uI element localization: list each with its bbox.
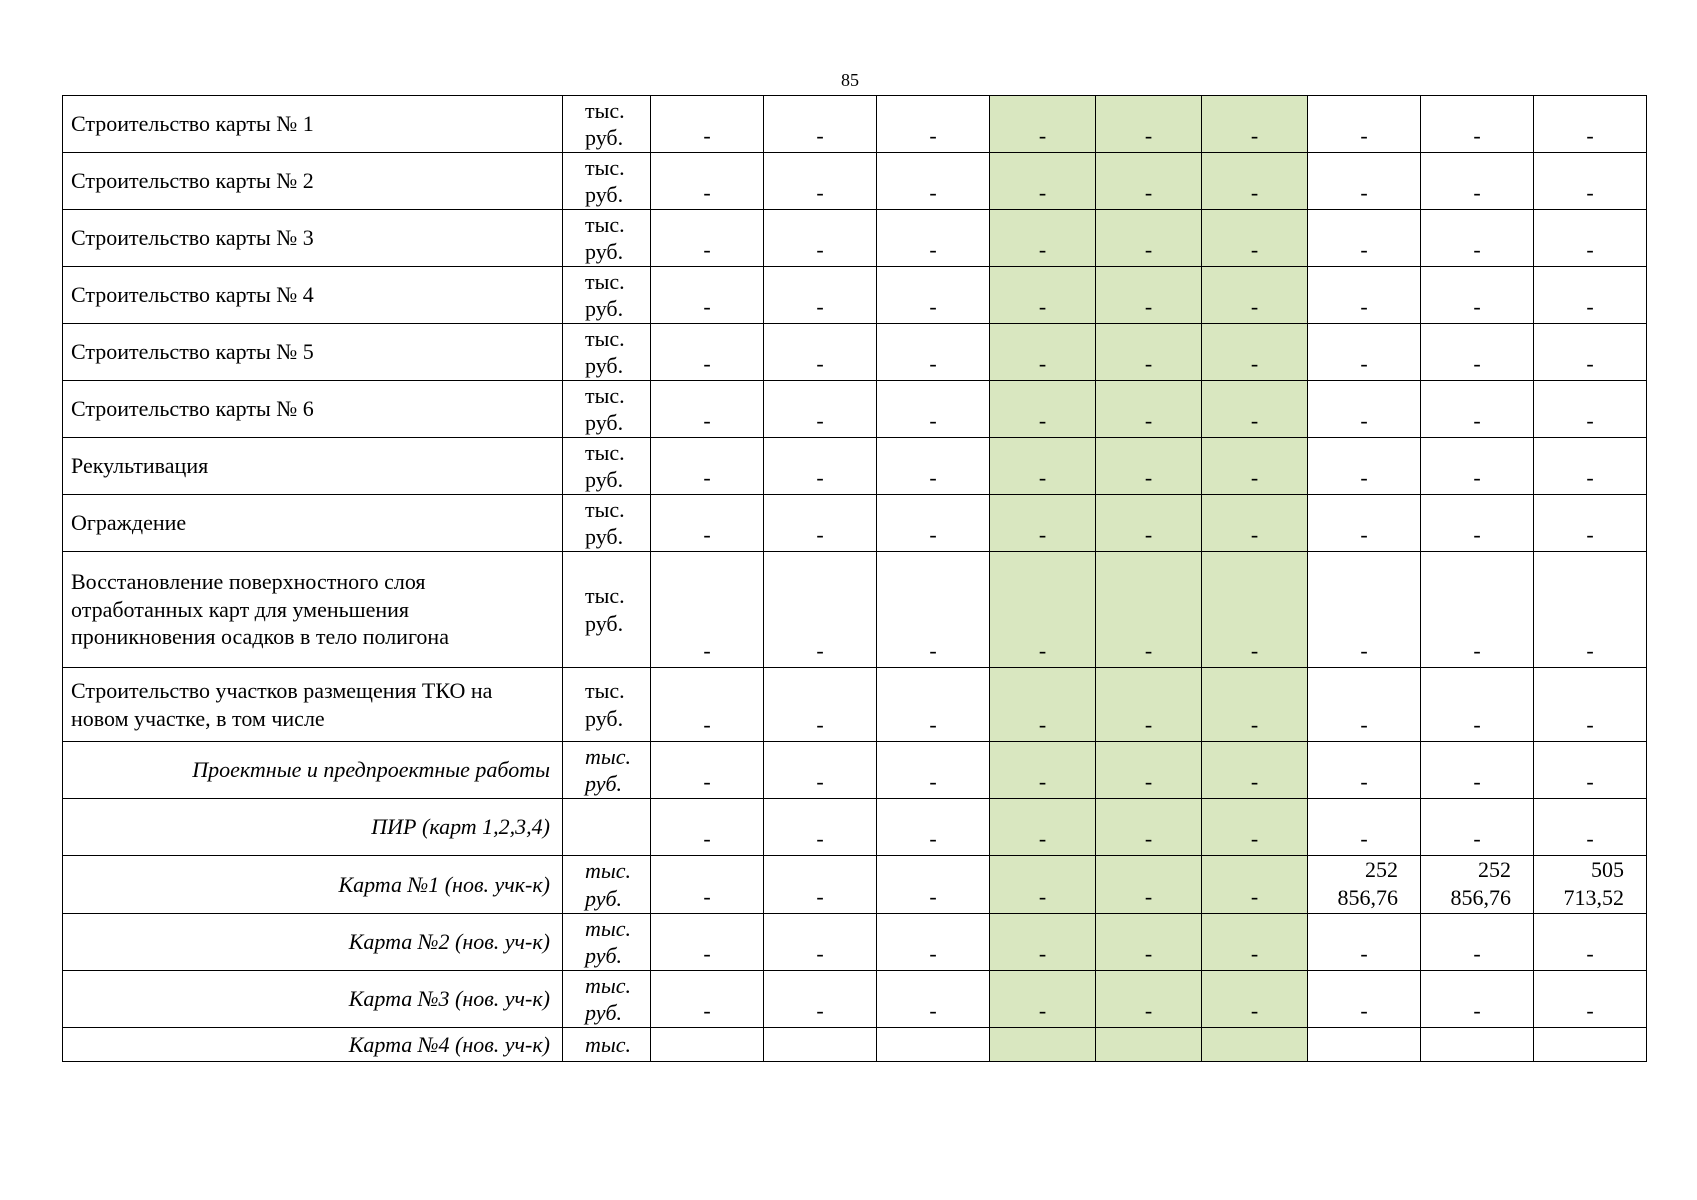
value-cell: -: [1308, 971, 1421, 1028]
value-cell: -: [877, 210, 990, 267]
value-cell: -: [1096, 96, 1202, 153]
value-cell: -: [990, 799, 1096, 856]
value-cell: -: [1421, 971, 1534, 1028]
unit-part: руб.: [585, 410, 624, 435]
row-unit: [563, 742, 651, 799]
value-cell: -: [877, 971, 990, 1028]
value-cell: -: [1202, 971, 1308, 1028]
value-cell: -: [1202, 381, 1308, 438]
row-unit: [563, 668, 651, 742]
value-cell: -: [1421, 552, 1534, 668]
table-row: [63, 668, 1647, 742]
value-cell: 252 856,76: [1308, 856, 1421, 914]
row-unit: [563, 96, 651, 153]
value-cell: [1534, 1028, 1647, 1062]
value-cell: -: [1421, 210, 1534, 267]
value-cell: -: [1202, 799, 1308, 856]
unit-part: тыс.: [585, 743, 632, 769]
value-cell: -: [1534, 799, 1647, 856]
value-cell: -: [764, 856, 877, 914]
value-cell: -: [877, 742, 990, 799]
row-unit: [563, 856, 651, 914]
value-cell: -: [1308, 438, 1421, 495]
value-cell: -: [651, 552, 764, 668]
unit-part: тыс.: [585, 382, 625, 408]
table-row: [63, 267, 1647, 324]
value-cell: -: [990, 324, 1096, 381]
unit-part: руб.: [585, 610, 624, 636]
value-cell: -: [877, 856, 990, 914]
value-cell: -: [1421, 495, 1534, 552]
value-cell: -: [764, 153, 877, 210]
unit-part: руб.: [585, 467, 624, 492]
budget-table: [62, 95, 1647, 1062]
row-unit: [563, 267, 651, 324]
unit-part: руб.: [585, 239, 624, 264]
value-cell: -: [764, 210, 877, 267]
unit-part: руб.: [585, 771, 623, 796]
value-cell: -: [1202, 210, 1308, 267]
value-cell: -: [1202, 856, 1308, 914]
row-name: Рекультивация: [63, 438, 563, 495]
value-cell: -: [1096, 381, 1202, 438]
unit-part: тыс.: [585, 154, 625, 180]
value-cell: -: [764, 668, 877, 742]
value-cell: -: [1534, 438, 1647, 495]
value-cell: -: [877, 267, 990, 324]
row-unit: [563, 495, 651, 552]
value-cell: -: [764, 381, 877, 438]
unit-part: тыс.: [585, 325, 625, 351]
value-cell: -: [1534, 914, 1647, 971]
value-cell: -: [1534, 742, 1647, 799]
value-cell: -: [1308, 552, 1421, 668]
value-cell: -: [1096, 438, 1202, 495]
value-cell: -: [651, 971, 764, 1028]
row-unit: [563, 153, 651, 210]
value-cell: [1096, 1028, 1202, 1062]
row-unit: [563, 210, 651, 267]
value-cell: -: [1202, 267, 1308, 324]
row-name: Строительство участков размещения ТКО на новом участке, в том числе: [63, 668, 563, 742]
row-unit: [563, 971, 651, 1028]
row-name: Проектные и предпроектные работы: [63, 742, 563, 799]
value-cell: -: [1421, 381, 1534, 438]
unit-part: руб.: [585, 705, 624, 731]
row-name: Строительство карты № 4: [63, 267, 563, 324]
value-cell: -: [1096, 668, 1202, 742]
row-name: Строительство карты № 2: [63, 153, 563, 210]
value-cell: -: [990, 438, 1096, 495]
value-cell: -: [651, 742, 764, 799]
value-cell: -: [990, 914, 1096, 971]
table-row: [63, 742, 1647, 799]
unit-part: руб.: [585, 885, 623, 911]
value-cell: -: [1308, 914, 1421, 971]
value-cell: -: [1202, 668, 1308, 742]
unit-part: тыс.: [585, 97, 625, 123]
value-cell: -: [651, 153, 764, 210]
value-cell: -: [990, 971, 1096, 1028]
value-cell: -: [877, 381, 990, 438]
unit-part: тыс.: [585, 1031, 632, 1057]
value-cell: -: [877, 668, 990, 742]
value-cell: -: [651, 914, 764, 971]
value-cell: -: [1534, 495, 1647, 552]
row-name: Восстановление поверхностного слоя отработанных карт для уменьшения проникновения осадков в тело полигона: [63, 552, 563, 668]
value-cell: -: [1096, 799, 1202, 856]
value-cell: -: [764, 267, 877, 324]
value-cell: [764, 1028, 877, 1062]
value-cell: -: [651, 381, 764, 438]
value-cell: -: [990, 552, 1096, 668]
value-cell: [1202, 1028, 1308, 1062]
value-cell: -: [1421, 914, 1534, 971]
value-cell: -: [877, 438, 990, 495]
value-cell: -: [651, 799, 764, 856]
value-cell: -: [1096, 267, 1202, 324]
value-cell: -: [1202, 914, 1308, 971]
value-cell: -: [1534, 668, 1647, 742]
table-row: [63, 856, 1647, 914]
value-cell: -: [1202, 153, 1308, 210]
value-cell: -: [877, 324, 990, 381]
value-cell: -: [990, 668, 1096, 742]
value-cell: -: [764, 438, 877, 495]
table-row: [63, 324, 1647, 381]
table-body: [63, 96, 1647, 1062]
row-name: Карта №4 (нов. уч-к): [63, 1028, 563, 1062]
value-cell: -: [1534, 153, 1647, 210]
table-row: [63, 438, 1647, 495]
value-cell: -: [877, 96, 990, 153]
value-cell: -: [990, 742, 1096, 799]
unit-part: тыс.: [585, 496, 625, 522]
row-unit: [563, 438, 651, 495]
value-cell: -: [1202, 438, 1308, 495]
value-cell: -: [651, 856, 764, 914]
value-cell: -: [990, 96, 1096, 153]
value-cell: -: [1096, 324, 1202, 381]
value-cell: -: [1308, 267, 1421, 324]
table-row: [63, 96, 1647, 153]
value-cell: -: [1534, 971, 1647, 1028]
value-cell: -: [990, 267, 1096, 324]
unit-part: тыс.: [585, 915, 632, 941]
value-cell: -: [1096, 971, 1202, 1028]
value-cell: -: [877, 799, 990, 856]
unit-part: тыс.: [585, 678, 625, 703]
value-cell: -: [764, 914, 877, 971]
value-cell: -: [764, 552, 877, 668]
value-cell: [877, 1028, 990, 1062]
value-cell: -: [1534, 96, 1647, 153]
value-cell: -: [1421, 153, 1534, 210]
row-unit: [563, 552, 651, 668]
table-row: [63, 1028, 1647, 1062]
value-cell: -: [1096, 742, 1202, 799]
table-row: [63, 210, 1647, 267]
value-cell: -: [1308, 210, 1421, 267]
value-cell: -: [1534, 381, 1647, 438]
row-name: Карта №3 (нов. уч-к): [63, 971, 563, 1028]
unit-part: тыс.: [585, 583, 625, 608]
value-cell: -: [1202, 552, 1308, 668]
value-cell: -: [1534, 552, 1647, 668]
value-cell: -: [1308, 381, 1421, 438]
row-name: Строительство карты № 3: [63, 210, 563, 267]
unit-part: руб.: [585, 296, 624, 321]
row-name: Строительство карты № 1: [63, 96, 563, 153]
value-cell: -: [990, 153, 1096, 210]
page-number: 85: [841, 70, 859, 90]
value-cell: -: [1308, 799, 1421, 856]
table-row: [63, 495, 1647, 552]
value-cell: -: [1308, 153, 1421, 210]
value-cell: -: [1308, 742, 1421, 799]
value-cell: -: [651, 267, 764, 324]
row-unit: [563, 799, 651, 856]
value-cell: -: [651, 210, 764, 267]
value-cell: 252 856,76: [1421, 856, 1534, 914]
value-cell: -: [1096, 552, 1202, 668]
value-cell: -: [651, 495, 764, 552]
value-cell: -: [877, 914, 990, 971]
unit-part: руб.: [585, 182, 624, 207]
value-cell: -: [1202, 324, 1308, 381]
table-row: [63, 153, 1647, 210]
value-cell: -: [1421, 438, 1534, 495]
value-cell: -: [990, 495, 1096, 552]
value-cell: -: [1421, 267, 1534, 324]
unit-part: руб.: [585, 1000, 623, 1025]
table-row: [63, 381, 1647, 438]
value-cell: [990, 1028, 1096, 1062]
row-unit: [563, 381, 651, 438]
row-name: Строительство карты № 6: [63, 381, 563, 438]
row-name: Карта №2 (нов. уч-к): [63, 914, 563, 971]
value-cell: -: [1421, 324, 1534, 381]
value-cell: -: [1202, 495, 1308, 552]
value-cell: -: [1421, 742, 1534, 799]
value-cell: -: [1534, 210, 1647, 267]
value-cell: -: [764, 495, 877, 552]
value-cell: -: [1308, 495, 1421, 552]
value-cell: -: [651, 96, 764, 153]
value-cell: -: [764, 96, 877, 153]
row-name: Карта №1 (нов. учк-к): [63, 856, 563, 914]
unit-part: руб.: [585, 125, 624, 150]
unit-part: руб.: [585, 524, 624, 549]
value-cell: -: [1202, 742, 1308, 799]
value-cell: -: [764, 324, 877, 381]
row-name: Ограждение: [63, 495, 563, 552]
unit-part: тыс.: [585, 972, 632, 998]
value-cell: -: [1096, 914, 1202, 971]
unit-part: тыс.: [585, 858, 632, 883]
value-cell: -: [1308, 324, 1421, 381]
value-cell: -: [651, 438, 764, 495]
table-row: [63, 799, 1647, 856]
value-cell: -: [1096, 210, 1202, 267]
value-cell: -: [651, 324, 764, 381]
value-cell: -: [990, 210, 1096, 267]
value-cell: -: [1421, 668, 1534, 742]
unit-part: тыс.: [585, 268, 625, 294]
table-row: [63, 552, 1647, 668]
value-cell: -: [1308, 668, 1421, 742]
value-cell: [1421, 1028, 1534, 1062]
value-cell: -: [877, 495, 990, 552]
value-cell: -: [990, 856, 1096, 914]
value-cell: -: [1096, 856, 1202, 914]
value-cell: -: [1534, 267, 1647, 324]
value-cell: -: [877, 153, 990, 210]
value-cell: -: [1202, 96, 1308, 153]
row-unit: [563, 914, 651, 971]
value-cell: -: [764, 971, 877, 1028]
table-row: [63, 971, 1647, 1028]
unit-part: руб.: [585, 353, 624, 378]
unit-part: руб.: [585, 943, 623, 968]
table-row: [63, 914, 1647, 971]
value-cell: -: [1096, 495, 1202, 552]
value-cell: -: [1096, 153, 1202, 210]
value-cell: -: [1308, 96, 1421, 153]
value-cell: -: [764, 742, 877, 799]
value-cell: -: [1421, 96, 1534, 153]
value-cell: 505 713,52: [1534, 856, 1647, 914]
value-cell: -: [1534, 324, 1647, 381]
value-cell: -: [990, 381, 1096, 438]
value-cell: -: [764, 799, 877, 856]
row-name: Строительство карты № 5: [63, 324, 563, 381]
value-cell: [651, 1028, 764, 1062]
value-cell: -: [1421, 799, 1534, 856]
row-unit: [563, 324, 651, 381]
value-cell: -: [877, 552, 990, 668]
value-cell: [1308, 1028, 1421, 1062]
unit-part: тыс.: [585, 211, 625, 237]
value-cell: -: [651, 668, 764, 742]
row-name: ПИР (карт 1,2,3,4): [63, 799, 563, 856]
row-unit: [563, 1028, 651, 1062]
unit-part: тыс.: [585, 439, 625, 465]
